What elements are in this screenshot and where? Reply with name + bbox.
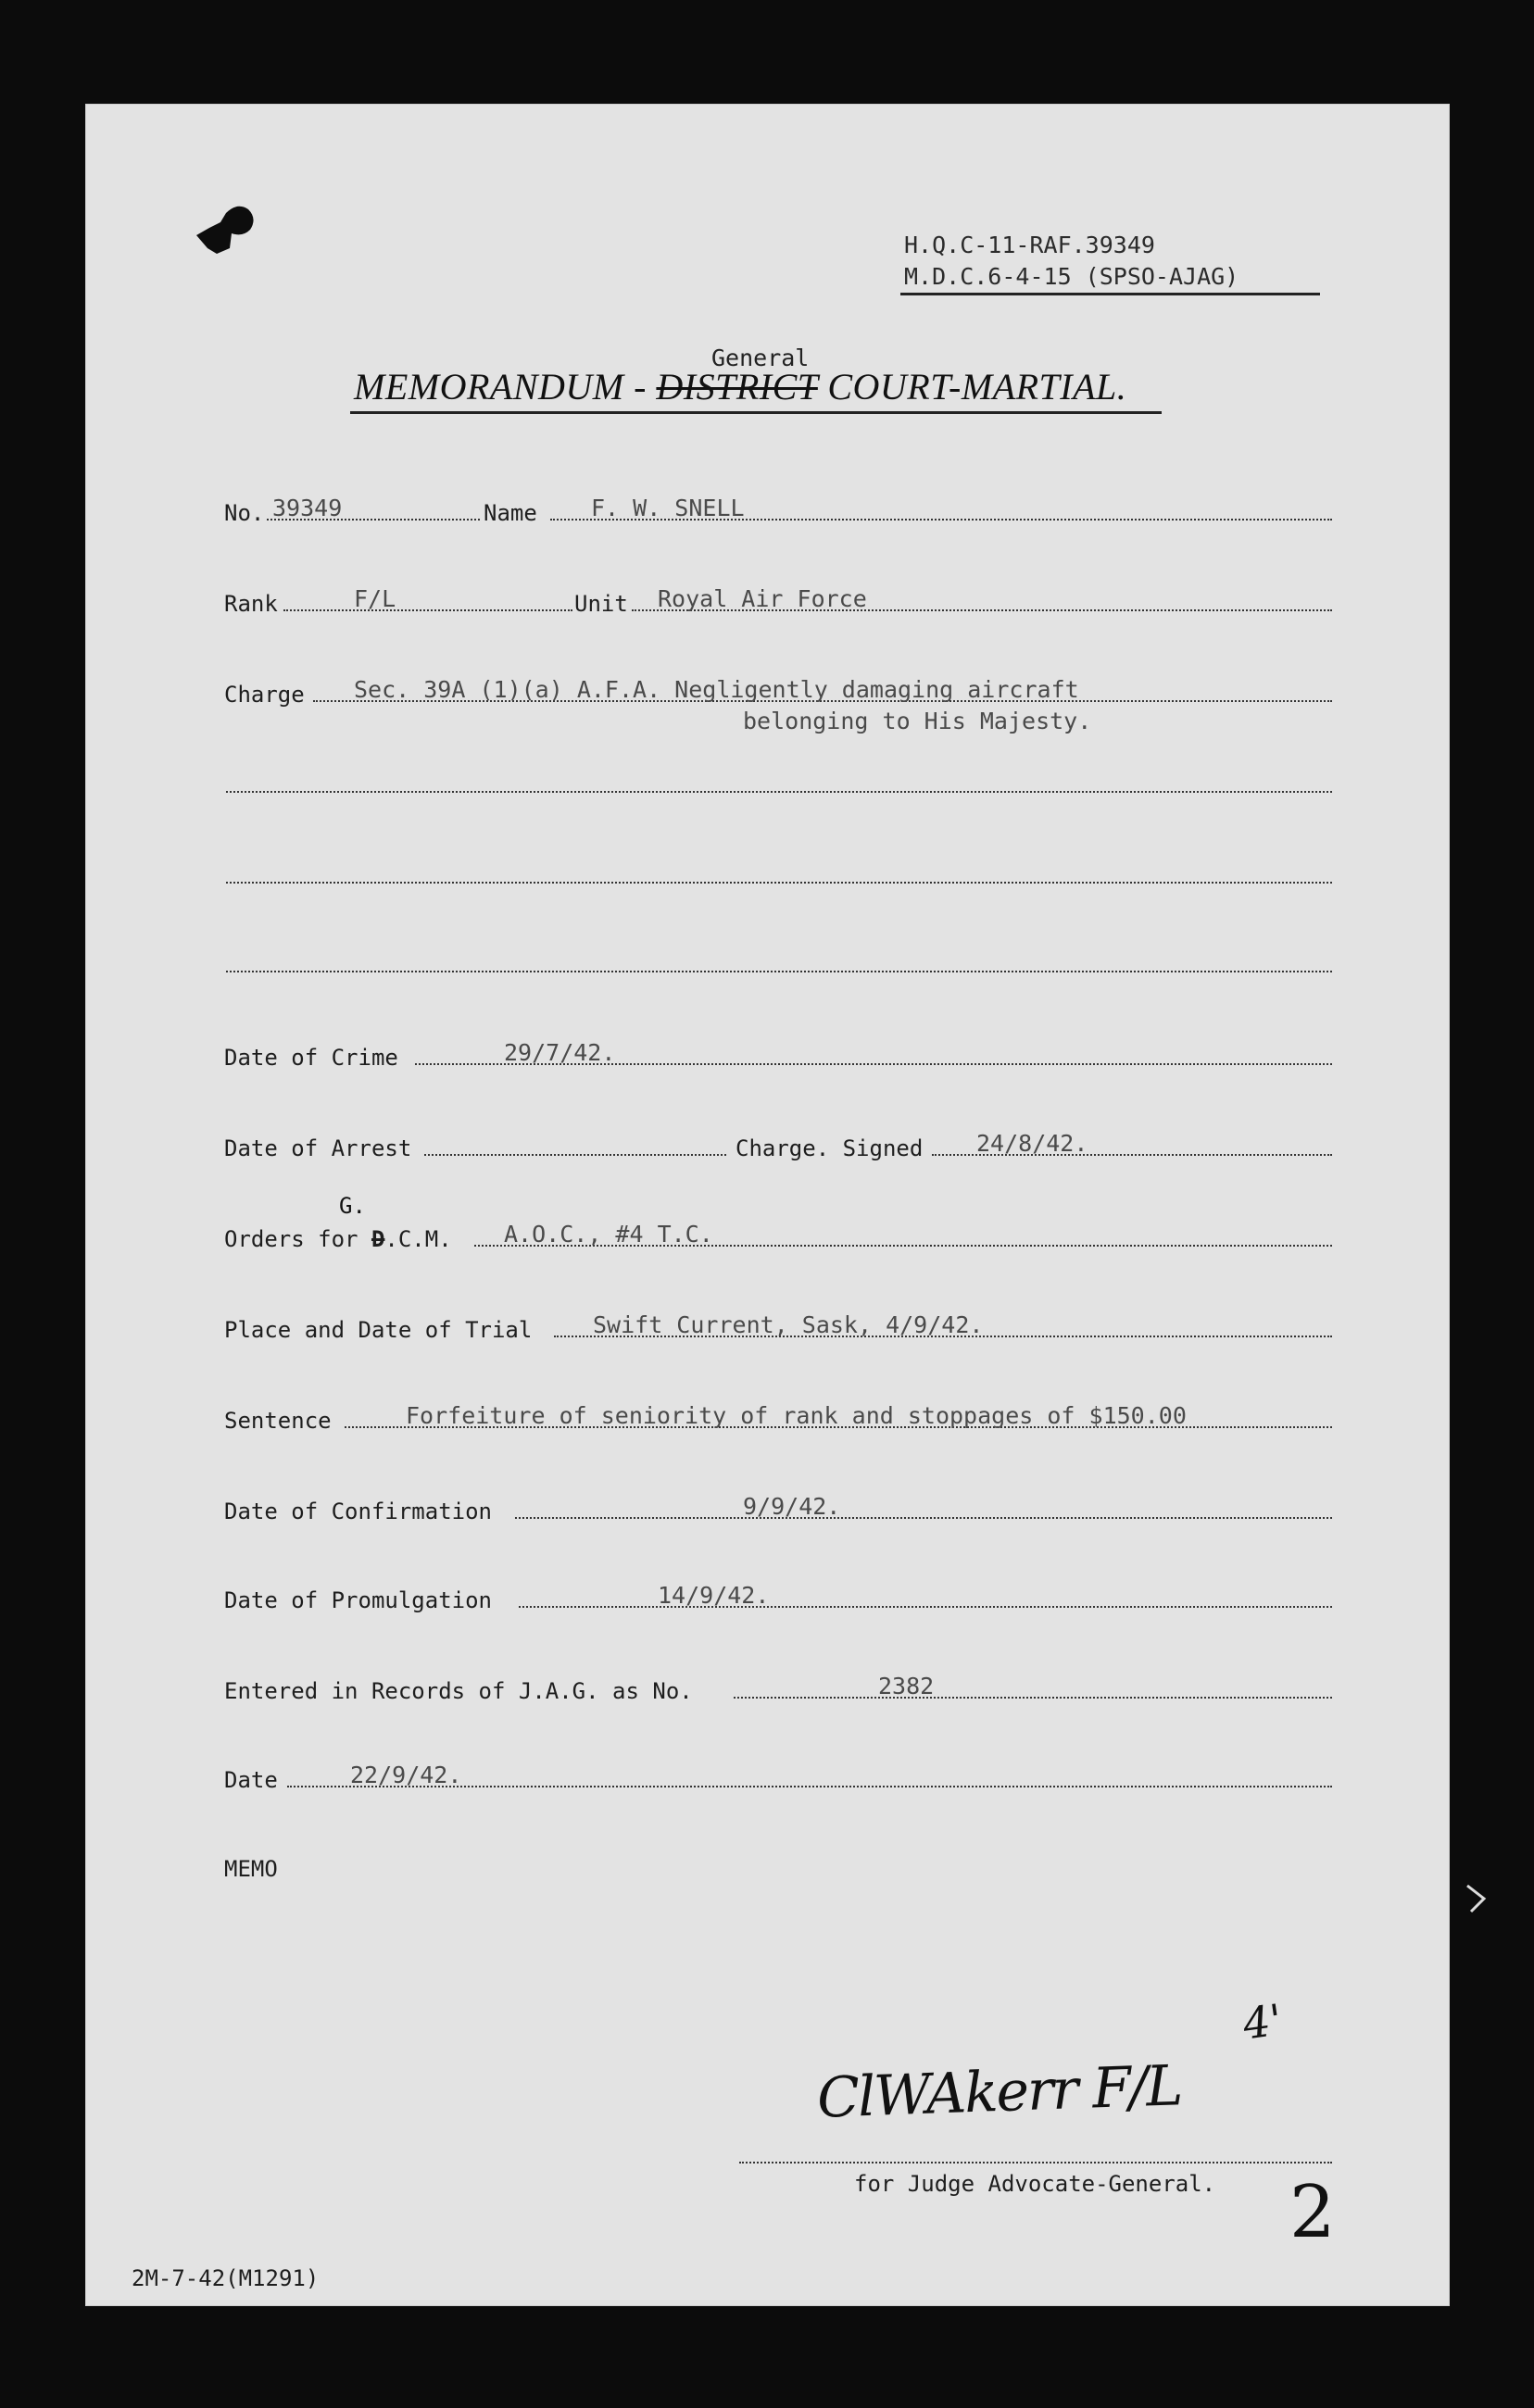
no-value: 39349 [272, 495, 343, 521]
orders-for-label [224, 1226, 452, 1252]
ink-blot [189, 200, 263, 265]
orders-for-value: A.O.C., #4 T.C. [504, 1221, 713, 1248]
date-value: 22/9/42. [350, 1762, 462, 1788]
memo-label: MEMO [224, 1856, 278, 1882]
date-of-arrest-label: Date of Arrest [224, 1135, 412, 1161]
jag-record-dotline [734, 1697, 1332, 1699]
rank-value: F/L [354, 585, 396, 612]
title-correction: General [711, 345, 810, 371]
sentence-value: Forfeiture of seniority of rank and stoppages of $150.00 [406, 1402, 1187, 1429]
date-promulgation-label: Date of Promulgation [224, 1587, 492, 1613]
orders-for-correction: G. [339, 1193, 366, 1219]
date-of-arrest-dotline [424, 1154, 726, 1156]
place-date-trial-label: Place and Date of Trial [224, 1317, 533, 1343]
handwritten-signature: ClWAkerr F/L [815, 2053, 1183, 2131]
charge-label: Charge [224, 682, 305, 708]
jag-record-label: Entered in Records of J.A.G. as No. [224, 1678, 693, 1704]
blank-line-1 [226, 791, 1332, 793]
charge-value-line-1: Sec. 39A (1)(a) A.F.A. Negligently damaging aircraft [354, 676, 1079, 703]
title-struck: DISTRICT [656, 366, 818, 408]
orders-for-label-prefix: Orders for [224, 1226, 358, 1252]
date-confirmation-value: 9/9/42. [743, 1493, 841, 1520]
document-sheet [85, 104, 1450, 2306]
place-date-trial-value: Swift Current, Sask, 4/9/42. [593, 1311, 984, 1338]
date-label: Date [224, 1767, 278, 1793]
title-suffix: COURT-MARTIAL. [827, 366, 1127, 408]
date-promulgation-value: 14/9/42. [658, 1582, 770, 1609]
unit-value: Royal Air Force [658, 585, 867, 612]
edge-mark [1464, 1880, 1491, 1917]
title-prefix: MEMORANDUM - [354, 366, 647, 408]
orders-for-label-struck: D [371, 1226, 385, 1252]
date-of-crime-label: Date of Crime [224, 1045, 398, 1071]
jag-record-value: 2382 [878, 1673, 935, 1699]
no-label: No. [224, 500, 265, 526]
blank-line-3 [226, 971, 1332, 972]
form-code: 2M-7-42(M1291) [132, 2265, 320, 2291]
charge-value-line-2: belonging to His Majesty. [743, 708, 1092, 734]
rank-dotline [283, 609, 572, 611]
page-title [354, 365, 1126, 408]
reference-underline [900, 293, 1320, 295]
date-promulgation-dotline [519, 1606, 1332, 1608]
name-value: F. W. SNELL [591, 495, 745, 521]
rank-label: Rank [224, 591, 278, 617]
reference-line-2: M.D.C.6-4-15 (SPSO-AJAG) [904, 263, 1239, 290]
page-number: 2 [1289, 2171, 1336, 2254]
date-of-crime-value: 29/7/42. [504, 1039, 616, 1066]
initial-mark: 4' [1239, 1994, 1286, 2050]
sentence-label: Sentence [224, 1408, 332, 1434]
charge-signed-value: 24/8/42. [976, 1130, 1088, 1157]
orders-for-label-suffix: .C.M. [384, 1226, 452, 1252]
signature-dotline [739, 2162, 1332, 2163]
reference-line-1: H.Q.C-11-RAF.39349 [904, 232, 1155, 258]
date-confirmation-label: Date of Confirmation [224, 1499, 492, 1524]
title-underline [350, 411, 1162, 414]
unit-label: Unit [574, 591, 628, 617]
name-label: Name [484, 500, 537, 526]
date-confirmation-dotline [515, 1517, 1332, 1519]
blank-line-2 [226, 882, 1332, 884]
charge-signed-label: Charge. Signed [736, 1135, 924, 1161]
signature-caption: for Judge Advocate-General. [854, 2171, 1216, 2197]
